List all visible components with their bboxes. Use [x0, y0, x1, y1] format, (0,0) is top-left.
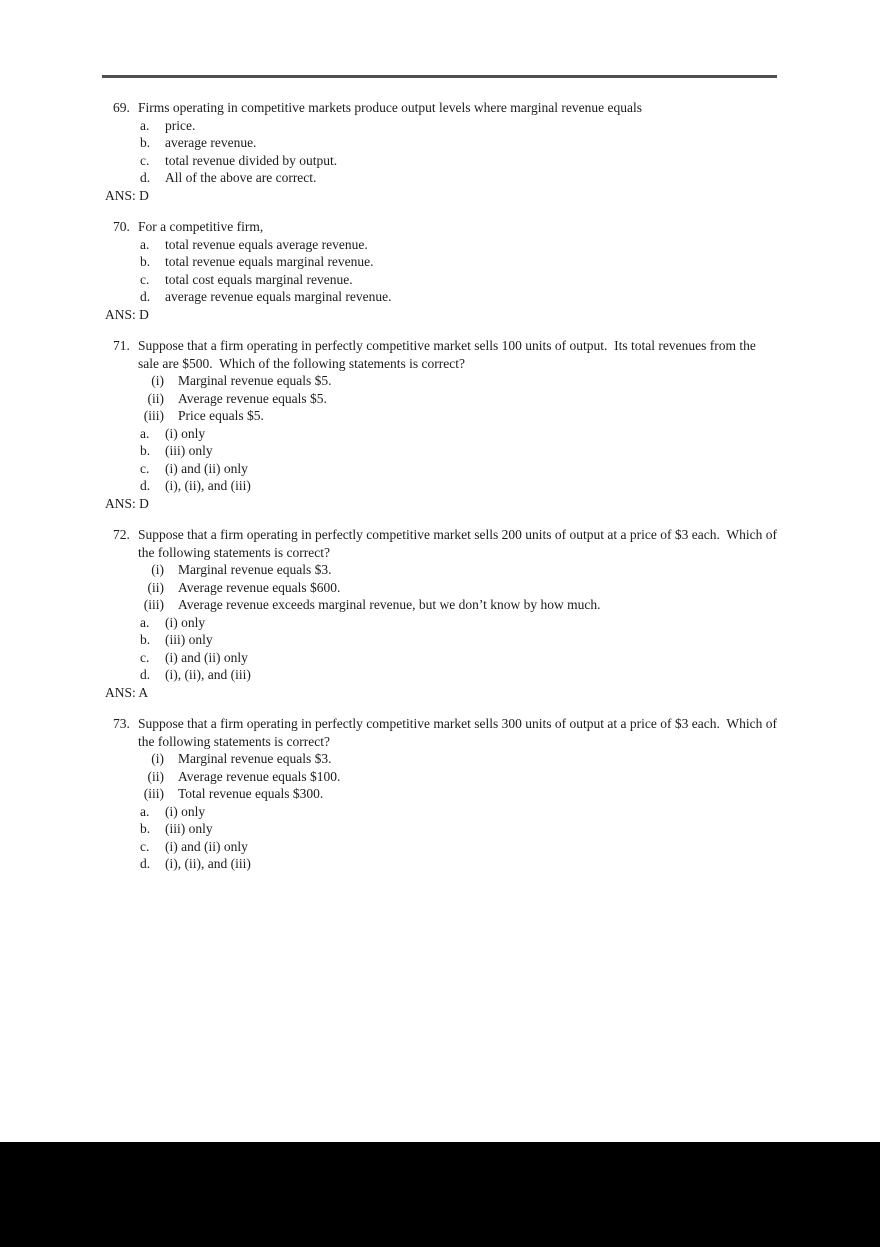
question-heading: [105, 715, 780, 750]
choice-letter: a.: [140, 236, 150, 252]
choice-text: total cost equals marginal revenue.: [165, 271, 353, 287]
choice-row: [105, 666, 780, 684]
choice-text: (i) only: [165, 614, 206, 630]
choice-letter: b.: [140, 135, 151, 150]
choice-text: (i) and (ii) only: [165, 838, 248, 854]
choice-text: (iii) only: [165, 443, 213, 458]
choice-row: [105, 855, 780, 873]
choice-text: (i), (ii), and (iii): [165, 478, 251, 493]
choice-text: total revenue divided by output.: [165, 152, 338, 168]
choice-text: (iii) only: [165, 632, 213, 647]
question-number: 73.: [113, 716, 130, 731]
choice-text: total revenue equals average revenue.: [165, 236, 368, 252]
statement-row: [105, 372, 780, 390]
choice-row: [105, 236, 780, 254]
choice-letter: a.: [140, 803, 150, 819]
statement-text: Total revenue equals $300.: [178, 786, 324, 801]
question-heading: [105, 218, 780, 236]
statement-numeral: (ii): [147, 579, 164, 595]
choice-text: (i) only: [165, 425, 206, 441]
choice-text: total revenue equals marginal revenue.: [165, 254, 374, 269]
statement-text: Average revenue equals $5.: [178, 390, 327, 406]
choice-letter: b.: [140, 821, 151, 836]
choice-row: [105, 460, 780, 478]
question-block: [105, 218, 780, 323]
statement-numeral: (iii): [143, 408, 164, 423]
choice-letter: d.: [140, 289, 151, 304]
choice-letter: d.: [140, 667, 151, 682]
choice-row: [105, 253, 780, 271]
question-number: 69.: [113, 100, 130, 115]
choice-text: average revenue equals marginal revenue.: [165, 289, 392, 304]
statement-numeral: (iii): [143, 786, 164, 801]
choice-letter: b.: [140, 632, 151, 647]
choice-letter: d.: [140, 856, 151, 871]
choice-letter: c.: [140, 152, 150, 168]
choice-row: [105, 425, 780, 443]
statement-numeral: (iii): [143, 597, 164, 612]
choice-letter: c.: [140, 649, 150, 665]
statement-text: Marginal revenue equals $3.: [178, 562, 332, 577]
answer-line: ANS: A: [105, 684, 149, 700]
question-heading: [105, 526, 780, 561]
choice-letter: c.: [140, 271, 150, 287]
choice-text: (i), (ii), and (iii): [165, 856, 251, 871]
statement-row: [105, 785, 780, 803]
statement-text: Marginal revenue equals $3.: [178, 751, 332, 766]
choice-row: [105, 271, 780, 289]
question-number: 72.: [113, 527, 130, 542]
choice-letter: b.: [140, 254, 151, 269]
statement-row: [105, 768, 780, 786]
choice-text: (i) and (ii) only: [165, 649, 248, 665]
question-text: Firms operating in competitive markets produce output levels where marginal revenue equals: [138, 100, 642, 115]
top-rule: [102, 75, 777, 78]
choice-letter: c.: [140, 460, 150, 476]
choice-row: [105, 614, 780, 632]
choice-row: [105, 117, 780, 135]
statement-numeral: (ii): [147, 768, 164, 784]
choice-row: [105, 820, 780, 838]
statement-numeral: (i): [151, 751, 164, 766]
statement-text: Marginal revenue equals $5.: [178, 373, 332, 388]
question-text: Suppose that a firm operating in perfectly competitive market sells 300 units of output at a price of $3 each. Which of the following statements is correct?: [138, 716, 781, 749]
question-block: [105, 99, 780, 204]
statement-row: [105, 390, 780, 408]
answer-line: ANS: D: [105, 495, 149, 511]
choice-row: [105, 649, 780, 667]
choice-row: [105, 169, 780, 187]
answer-line: ANS: D: [105, 187, 149, 203]
choice-text: average revenue.: [165, 135, 257, 150]
choice-text: (i), (ii), and (iii): [165, 667, 251, 682]
choice-text: All of the above are correct.: [165, 170, 317, 185]
choice-row: [105, 477, 780, 495]
choice-text: (iii) only: [165, 821, 213, 836]
statement-text: Average revenue equals $100.: [178, 768, 341, 784]
question-text: For a competitive firm,: [138, 219, 264, 234]
statement-numeral: (i): [151, 562, 164, 577]
question-heading: [105, 99, 780, 117]
question-block: [105, 337, 780, 512]
question-number: 71.: [113, 338, 130, 353]
choice-letter: b.: [140, 443, 151, 458]
statement-numeral: (ii): [147, 390, 164, 406]
question-text: Suppose that a firm operating in perfectly competitive market sells 200 units of output at a price of $3 each. Which of the following statements is correct?: [138, 527, 781, 560]
statement-text: Price equals $5.: [178, 408, 264, 423]
question-block: [105, 526, 780, 701]
choice-row: [105, 152, 780, 170]
choice-row: [105, 442, 780, 460]
choice-letter: c.: [140, 838, 150, 854]
choice-text: (i) and (ii) only: [165, 460, 248, 476]
statement-text: Average revenue exceeds marginal revenue, but we don’t know by how much.: [178, 597, 601, 612]
choice-letter: d.: [140, 478, 151, 493]
statement-row: [105, 407, 780, 425]
quiz-content: [105, 99, 780, 887]
choice-row: [105, 838, 780, 856]
choice-letter: a.: [140, 425, 150, 441]
answer-line: ANS: D: [105, 306, 149, 322]
question-number: 70.: [113, 219, 130, 234]
statement-row: [105, 561, 780, 579]
question-heading: [105, 337, 780, 372]
choice-row: [105, 134, 780, 152]
statement-row: [105, 579, 780, 597]
statement-text: Average revenue equals $600.: [178, 579, 341, 595]
choice-letter: a.: [140, 614, 150, 630]
choice-row: [105, 803, 780, 821]
choice-row: [105, 288, 780, 306]
statement-row: [105, 596, 780, 614]
statement-numeral: (i): [151, 373, 164, 388]
question-block: [105, 715, 780, 873]
choice-letter: d.: [140, 170, 151, 185]
choice-text: (i) only: [165, 803, 206, 819]
choice-row: [105, 631, 780, 649]
bottom-black-bar: [0, 1142, 880, 1247]
choice-letter: a.: [140, 117, 150, 133]
question-text: Suppose that a firm operating in perfectly competitive market sells 100 units of output. Its total revenues from the sale are $500. Which of the following statements is correct?: [138, 338, 760, 371]
statement-row: [105, 750, 780, 768]
choice-text: price.: [165, 117, 196, 133]
